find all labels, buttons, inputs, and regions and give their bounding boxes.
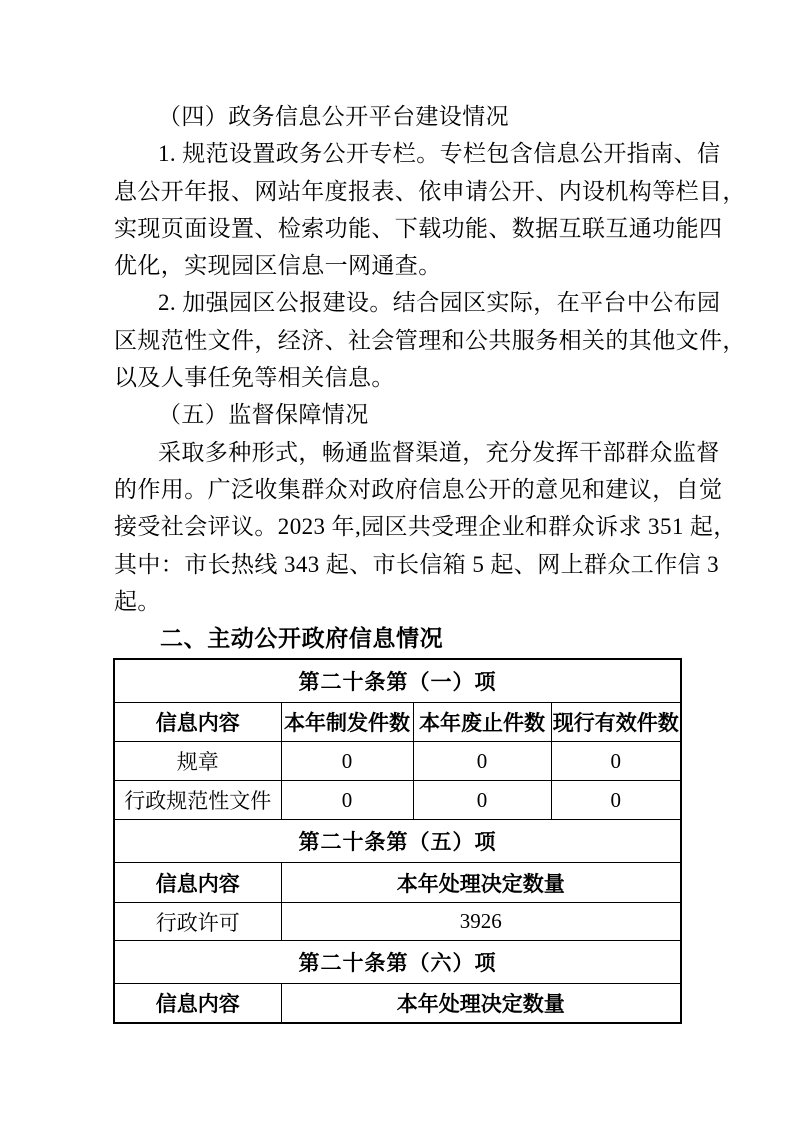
cell-value: 0	[551, 781, 681, 820]
body-line: 以及人事任免等相关信息。	[114, 365, 395, 391]
column-header: 本年处理决定数量	[281, 863, 681, 903]
body-line: 区规范性文件，经济、社会管理和公共服务相关的其他文件，	[114, 327, 746, 353]
column-header: 信息内容	[114, 863, 281, 903]
cell-value: 0	[551, 742, 681, 781]
column-header: 信息内容	[114, 703, 281, 742]
body-line: （四）政务信息公开平台建设情况	[158, 104, 509, 129]
column-header: 本年处理决定数量	[281, 984, 681, 1024]
document-body	[114, 98, 746, 657]
cell-value: 0	[281, 781, 413, 820]
table-row	[114, 903, 681, 941]
body-line: 2. 加强园区公报建设。结合园区实际，在平台中公布园	[158, 290, 721, 316]
table-row	[114, 742, 681, 781]
row-label: 行政许可	[114, 903, 281, 941]
body-line: 起。	[114, 588, 161, 614]
cell-value: 0	[413, 781, 551, 820]
section-heading: 二、主动公开政府信息情况	[160, 625, 444, 652]
body-line: 实现页面设置、检索功能、下载功能、数据互联互通功能四	[114, 215, 723, 241]
column-header: 本年废止件数	[413, 703, 551, 742]
table-section-title: 第二十条第（一）项	[114, 659, 681, 703]
table-row	[114, 863, 681, 903]
table-section-title: 第二十条第（六）项	[114, 941, 681, 984]
table-row	[114, 703, 681, 742]
cell-value: 0	[281, 742, 413, 781]
table-row	[114, 659, 681, 703]
table-row	[114, 941, 681, 984]
table-row	[114, 781, 681, 820]
body-line: 优化，实现园区信息一网通查。	[114, 253, 442, 279]
column-header: 本年制发件数	[281, 703, 413, 742]
table-row	[114, 820, 681, 863]
disclosure-table	[113, 658, 682, 1024]
cell-value: 0	[413, 742, 551, 781]
column-header: 现行有效件数	[551, 703, 681, 742]
body-line: 采取多种形式，畅通监督渠道，充分发挥干部群众监督	[158, 439, 720, 465]
row-label: 规章	[114, 742, 281, 781]
body-line: 1. 规范设置政务公开专栏。专栏包含信息公开指南、信	[158, 141, 721, 167]
body-line: 其中：市长热线 343 起、市长信箱 5 起、网上群众工作信 3	[114, 551, 720, 577]
column-header: 信息内容	[114, 984, 281, 1024]
table-section-title: 第二十条第（五）项	[114, 820, 681, 863]
cell-value: 3926	[281, 903, 681, 941]
table-row	[114, 984, 681, 1024]
row-label: 行政规范性文件	[114, 781, 281, 820]
body-line: 息公开年报、网站年度报表、依申请公开、内设机构等栏目，	[114, 178, 746, 204]
body-line: 的作用。广泛收集群众对政府信息公开的意见和建议，自觉	[114, 476, 723, 502]
body-line: （五）监督保障情况	[158, 402, 369, 428]
body-line: 接受社会评议。2023 年,园区共受理企业和群众诉求 351 起，	[114, 514, 737, 540]
